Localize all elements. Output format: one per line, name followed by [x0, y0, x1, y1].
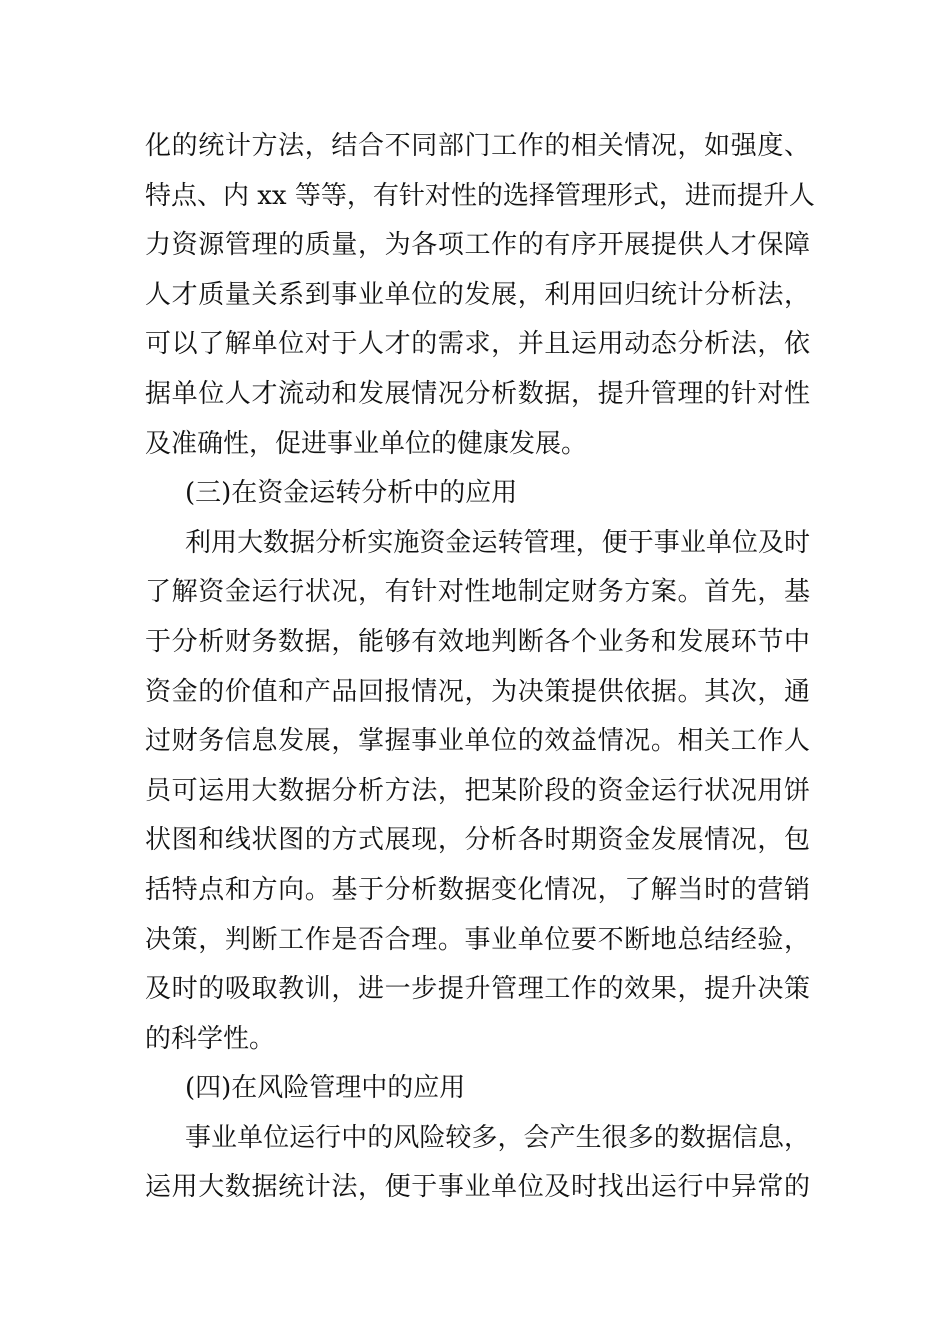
text-line: 力资源管理的质量，为各项工作的有序开展提供人才保障 — [145, 230, 810, 261]
section-4-paragraph — [145, 1114, 810, 1213]
text-line: 于分析财务数据，能够有效地判断各个业务和发展环节中 — [145, 626, 810, 657]
paragraph-continuation — [145, 122, 815, 469]
text-line: 状图和线状图的方式展现，分析各时期资金发展情况，包 — [145, 825, 810, 856]
text-line: 过财务信息发展，掌握事业单位的效益情况。相关工作人 — [145, 726, 810, 757]
text-line: 资金的价值和产品回报情况，为决策提供依据。其次，通 — [145, 676, 810, 707]
section-heading-4: (四)在风险管理中的应用 — [185, 1073, 466, 1104]
text-line: 的科学性。 — [145, 1023, 276, 1054]
text-line: 可以了解单位对于人才的需求，并且运用动态分析法，依 — [145, 329, 810, 360]
text-line: 括特点和方向。基于分析数据变化情况，了解当时的营销 — [145, 874, 810, 905]
text-line: 化的统计方法，结合不同部门工作的相关情况，如强度、 — [145, 131, 810, 161]
text-line: 事业单位运行中的风险较多，会产生很多的数据信息， — [185, 1122, 810, 1153]
text-line: 利用大数据分析实施资金运转管理，便于事业单位及时 — [185, 527, 810, 558]
text-line: 运用大数据统计法，便于事业单位及时找出运行中异常的 — [145, 1172, 810, 1203]
text-line: 及时的吸取教训，进一步提升管理工作的效果，提升决策 — [145, 974, 810, 1005]
text-line: 决策，判断工作是否合理。事业单位要不断地总结经验， — [145, 924, 810, 955]
text-line: 了解资金运行状况，有针对性地制定财务方案。首先，基 — [145, 577, 810, 608]
section-heading-3: (三)在资金运转分析中的应用 — [185, 478, 518, 509]
text-line: 特点、内 xx 等等，有针对性的选择管理形式，进而提升人 — [145, 180, 815, 211]
text-line: 人才质量关系到事业单位的发展，利用回归统计分析法， — [145, 279, 810, 310]
text-line: 员可运用大数据分析方法，把某阶段的资金运行状况用饼 — [145, 775, 810, 806]
section-3-paragraph — [145, 519, 810, 1065]
text-line: 及准确性，促进事业单位的健康发展。 — [145, 428, 588, 459]
document-body — [145, 122, 815, 1213]
text-line: 据单位人才流动和发展情况分析数据，提升管理的针对性 — [145, 378, 810, 409]
